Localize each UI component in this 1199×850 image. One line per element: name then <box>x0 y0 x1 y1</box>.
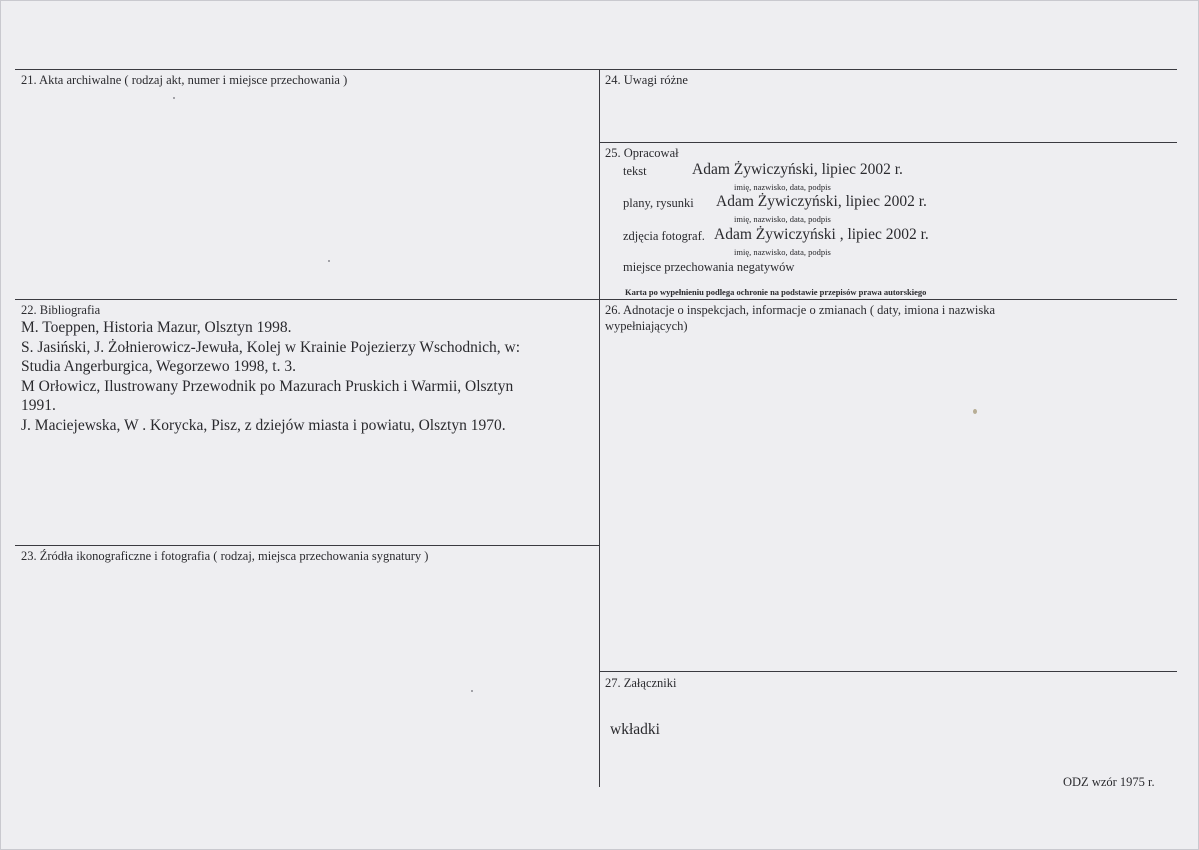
section-23-label: 23. Źródła ikonograficzne i fotografia ( rodzaj, miejsca przechowania sygnatury ) <box>21 549 429 563</box>
bibliography-entry: M. Toeppen, Historia Mazur, Olsztyn 1998. <box>21 319 292 336</box>
bibliography-entry: M Orłowicz, Ilustrowany Przewodnik po Mazurach Pruskich i Warmii, Olsztyn <box>21 378 514 395</box>
bibliography-entry: S. Jasiński, J. Żołnierowicz-Jewuła, Kolej w Krainie Pojezierzy Wschodnich, w: <box>21 339 521 356</box>
zdjecia-label: zdjęcia fotograf. <box>623 229 705 243</box>
section-21-label: 21. Akta archiwalne ( rodzaj akt, numer i miejsce przechowania ) <box>21 73 348 87</box>
section-24-label: 24. Uwagi różne <box>605 73 688 87</box>
signature-hint: imię, nazwisko, data, podpis <box>734 214 831 224</box>
negatives-label: miejsce przechowania negatywów <box>623 260 795 274</box>
section-22-label: 22. Bibliografia <box>21 303 101 317</box>
paper-speck <box>973 409 977 414</box>
paper-speck <box>471 690 473 692</box>
section-25-label: 25. Opracował <box>605 146 679 160</box>
rule-24-25 <box>599 142 1177 143</box>
bibliography-entry: Studia Angerburgica, Wegorzewo 1998, t. 3. <box>21 358 296 375</box>
rule-26-27 <box>599 671 1177 672</box>
rule-mid <box>15 299 1177 300</box>
zdjecia-value: Adam Żywiczyński , lipiec 2002 r. <box>714 226 929 243</box>
section-26-label-cont: wypełniających) <box>605 319 688 333</box>
attachments-value: wkładki <box>610 721 660 738</box>
section-27-label: 27. Załączniki <box>605 676 677 690</box>
form-version: ODZ wzór 1975 r. <box>1063 775 1155 789</box>
tekst-label: tekst <box>623 164 647 178</box>
rule-vertical <box>599 69 600 787</box>
paper-speck <box>328 260 330 262</box>
copyright-note: Karta po wypełnieniu podlega ochronie na podstawie przepisów prawa autorskiego <box>625 287 927 297</box>
plany-value: Adam Żywiczyński, lipiec 2002 r. <box>716 193 927 210</box>
section-26-label: 26. Adnotacje o inspekcjach, informacje o zmianach ( daty, imiona i nazwiska <box>605 303 996 317</box>
plany-label: plany, rysunki <box>623 196 694 210</box>
paper-speck <box>173 97 175 99</box>
signature-hint: imię, nazwisko, data, podpis <box>734 247 831 257</box>
bibliography-entry: 1991. <box>21 397 56 414</box>
signature-hint: imię, nazwisko, data, podpis <box>734 182 831 192</box>
tekst-value: Adam Żywiczyński, lipiec 2002 r. <box>692 161 903 178</box>
bibliography-entry: J. Maciejewska, W . Korycka, Pisz, z dziejów miasta i powiatu, Olsztyn 1970. <box>21 417 506 434</box>
rule-22-23 <box>15 545 599 546</box>
rule-top <box>15 69 1177 70</box>
